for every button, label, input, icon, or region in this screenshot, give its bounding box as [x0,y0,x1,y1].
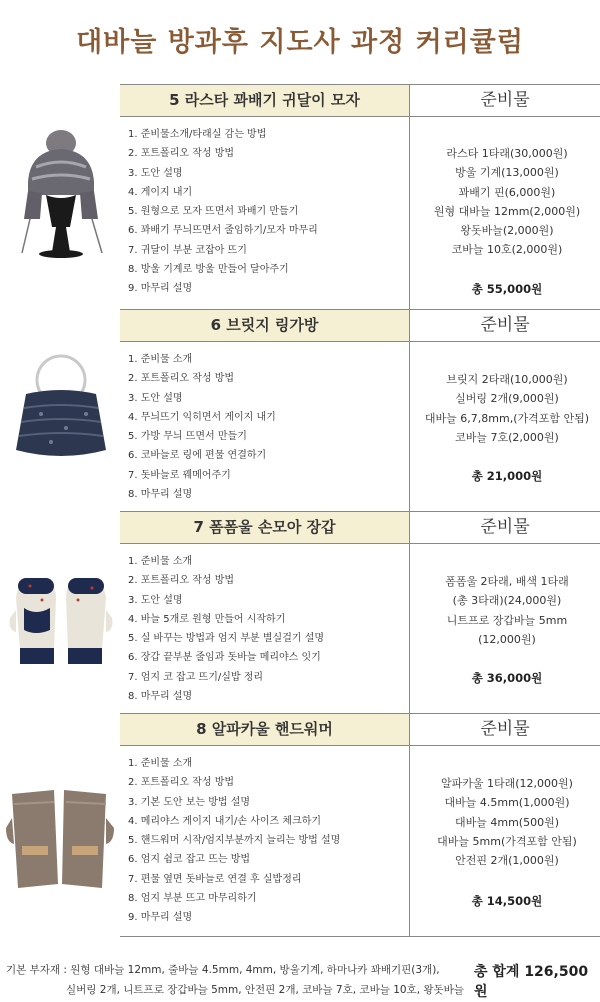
list-item: 6. 코바늘로 링에 편물 연결하기 [128,450,267,462]
section-title: 5 라스타 꽈배기 귀달이 모자 [120,84,409,117]
list-item: 5. 가방 무늬 뜨면서 만들기 [128,431,247,443]
list-item: 8. 마무리 설명 [128,691,193,703]
section-total: 총 14,500원 [471,894,543,908]
material-item: 브릿지 2타래(10,000원) [446,373,568,386]
step-list [128,552,324,706]
section-bag [0,309,600,511]
list-item: 4. 무늬뜨기 익히면서 게이지 내기 [128,411,276,423]
material-item: 방울 기계(13,000원) [455,166,559,180]
material-item: 알파카울 1타래(12,000원) [441,777,573,790]
section-title: 8 알파카울 핸드워머 [120,713,409,746]
list-item: 5. 실 바꾸는 방법과 엄지 부분 별실걸기 설명 [128,633,325,645]
material-item: 코바늘 10호(2,000원) [451,243,563,257]
list-item: 7. 돗바늘로 꿰메어주기 [128,469,231,481]
list-item: 7. 귀달이 부분 코잡아 뜨기 [128,244,247,256]
section-total: 총 21,000원 [471,469,543,483]
base-materials-note [6,960,464,1000]
step-list [128,350,276,504]
list-item: 3. 도안 설명 [128,594,183,606]
bag-photo [6,350,116,470]
material-item: 대바늘 5mm(가격포함 안됨) [437,834,577,848]
section-total: 총 36,000원 [471,671,543,685]
material-item: (12,000원) [478,632,536,646]
grand-total: 총 합계 126,500원 [474,964,589,1000]
materials-list [412,144,600,260]
material-item: 안전핀 2개(1,000원) [455,854,559,868]
material-item: 니트프로 장갑바늘 5mm [446,613,568,627]
materials-header: 준비물 [410,84,600,117]
handwarmer-photo [6,784,116,904]
materials-header: 준비물 [410,511,600,544]
section-title: 6 브릿지 링가방 [120,309,409,342]
material-item: (총 3타래)(24,000원) [452,594,562,608]
list-item: 1. 준비물 소개 [128,758,193,769]
material-item: 폼폼울 2타래, 배색 1타래 [445,575,569,588]
material-item: 원형 대바늘 12mm(2,000원) [433,204,581,218]
material-item: 라스타 1타래(30,000원) [446,147,568,160]
list-item: 2. 포트폴리오 작성 방법 [128,777,235,789]
list-item: 4. 바늘 5개로 원형 만들어 시작하기 [128,613,286,625]
list-item: 8. 엄지 부분 뜨고 마무리하기 [128,893,257,905]
list-item: 6. 장갑 끝부분 줄임과 돗바늘 메리야스 잇기 [128,652,321,664]
materials-list [412,774,600,870]
list-item: 1. 준비물 소개 [128,354,193,365]
list-item: 3. 도안 설명 [128,392,183,404]
list-item: 4. 메리야스 게이지 내기/손 사이즈 체크하기 [128,815,322,827]
step-list [128,125,318,299]
material-item: 왕돗바늘(2,000원) [460,224,554,238]
list-item: 3. 기본 도안 보는 방법 설명 [128,796,251,808]
hat-photo [6,127,116,262]
materials-header: 준비물 [410,309,600,342]
list-item: 9. 마무리 설명 [128,912,193,924]
list-item: 2. 포트폴리오 작성 방법 [128,575,235,587]
list-item: 1. 준비물 소개 [128,556,193,567]
list-item: 8. 방울 기계로 방울 만들어 달아주기 [128,264,289,276]
section-hat [0,84,600,309]
note-line: 실버링 2개, 니트프로 장갑바늘 5mm, 안전핀 2개, 코바늘 7호, 코바늘 10호, 왕돗바늘 [66,984,464,996]
list-item: 8. 마무리 설명 [128,489,193,501]
material-item: 대바늘 6,7,8mm,(가격포함 안됨) [424,411,590,425]
material-item: 대바늘 4mm(500원) [454,815,559,829]
list-item: 7. 편물 옆면 돗바늘로 연결 후 실밥정리 [128,873,302,885]
materials-list [412,572,600,649]
material-item: 코바늘 7호(2,000원) [455,430,559,444]
list-item: 6. 엄지 쉼코 잡고 뜨는 방법 [128,854,251,866]
note-line: 기본 부자재 : 원형 대바늘 12mm, 줄바늘 4.5mm, 4mm, 방울기계, 하마나카 꽈배기핀(3개), [6,964,440,976]
list-item: 7. 엄지 코 잡고 뜨기/실밥 정리 [128,671,264,683]
list-item: 9. 마무리 설명 [128,283,193,295]
list-item: 4. 게이지 내기 [128,186,193,198]
curriculum-table [0,84,600,937]
material-item: 대바늘 4.5mm(1,000원) [444,796,570,810]
section-title: 7 폼폼울 손모아 장갑 [120,511,409,544]
list-item: 1. 준비물소개/타래실 감는 방법 [128,129,267,140]
page-title: 대바늘 방과후 지도사 과정 커리큘럼 [76,27,524,58]
list-item: 2. 포트폴리오 작성 방법 [128,148,235,160]
section-total: 총 55,000원 [471,282,543,296]
list-item: 5. 핸드워머 시작/엄지부분까지 늘리는 방법 설명 [128,835,341,847]
mittens-photo [6,570,116,695]
list-item: 2. 포트폴리오 작성 방법 [128,373,235,385]
list-item: 5. 원형으로 모자 뜨면서 꽈배기 만들기 [128,206,299,218]
list-item: 6. 꽈배기 무늬뜨면서 줄임하기/모자 마무리 [128,225,318,237]
section-handwarmer [0,713,600,937]
material-item: 실버링 2개(9,000원) [455,392,559,406]
step-list [128,754,340,928]
list-item: 3. 도안 설명 [128,167,183,179]
materials-list [412,370,600,447]
section-mittens [0,511,600,713]
material-item: 꽈배기 핀(6,000원) [458,185,556,199]
materials-header: 준비물 [410,713,600,746]
